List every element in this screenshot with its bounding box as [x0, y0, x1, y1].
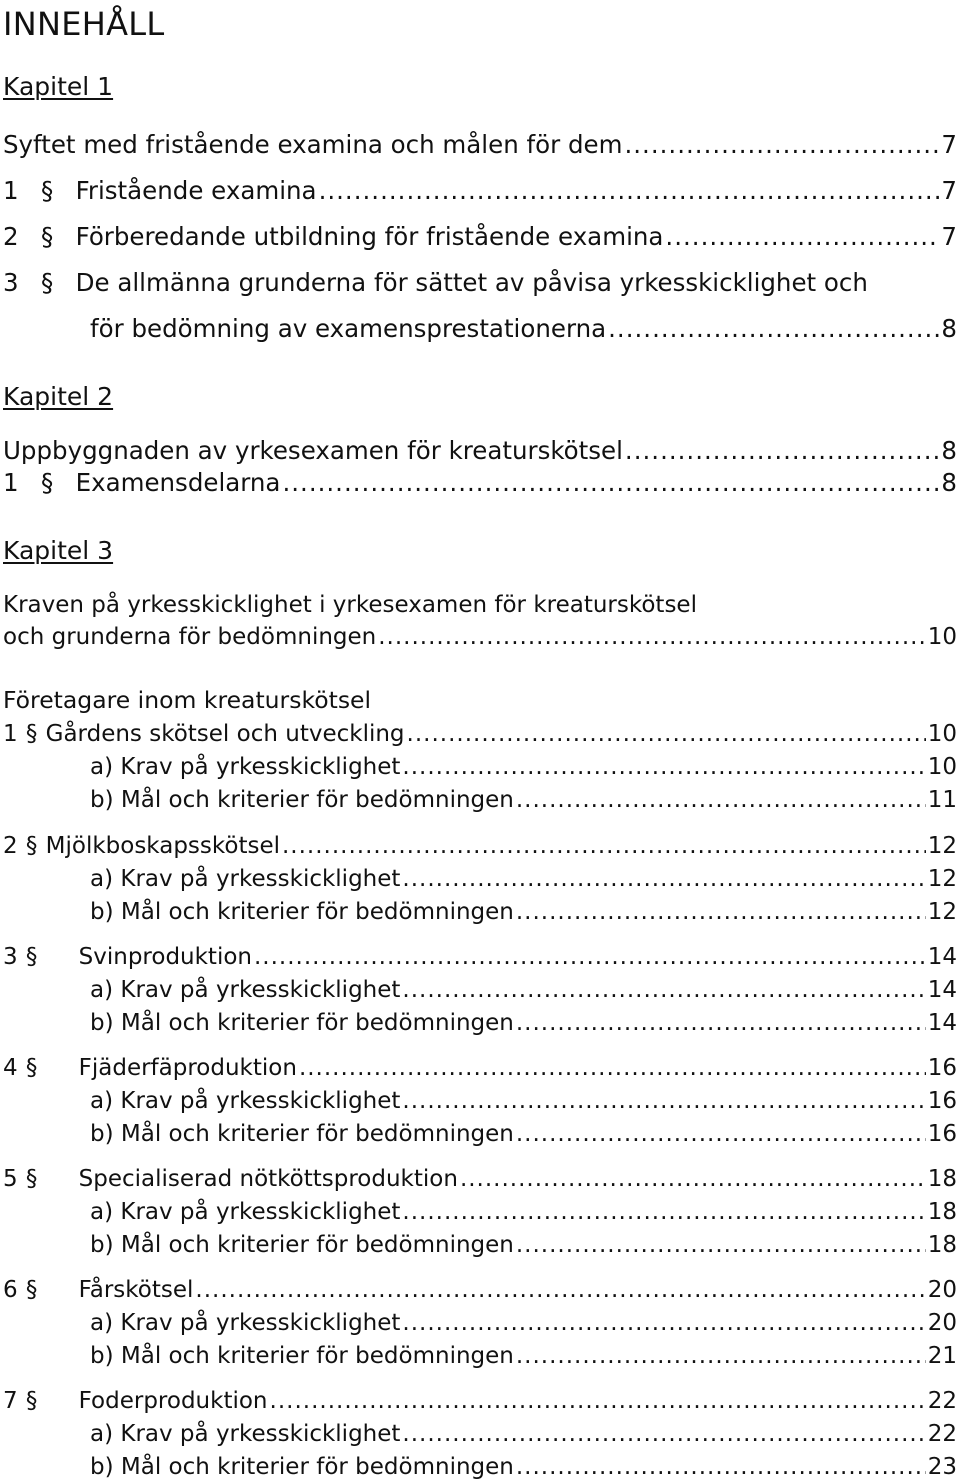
page-number: 21 [927, 1343, 957, 1369]
section-sign-icon: § [25, 1388, 38, 1414]
toc-entry-ch3-sec2-a[interactable] [90, 862, 957, 896]
toc-entry-text: Förberedande utbildning för fristående examina [75, 222, 664, 251]
toc-entry-text: Foderproduktion [78, 1388, 268, 1414]
page-number: 14 [927, 977, 957, 1003]
page-number: 7 [941, 222, 957, 251]
toc-entry-text: a) Krav på yrkesskicklighet [90, 1199, 401, 1225]
toc-entry-ch3-sec2[interactable] [3, 829, 957, 863]
dot-leader [516, 1450, 926, 1484]
dot-leader [270, 1384, 926, 1418]
page-number: 23 [927, 1454, 957, 1480]
dot-leader [282, 829, 926, 863]
page-number: 22 [927, 1421, 957, 1447]
dot-leader [516, 1006, 926, 1040]
page-number: 10 [927, 721, 957, 747]
dot-leader [402, 862, 925, 896]
page-number: 18 [927, 1166, 957, 1192]
toc-entry-text: Mjölkboskapsskötsel [45, 833, 280, 859]
toc-entry-ch3-sec6[interactable] [3, 1273, 957, 1307]
toc-entry-text: Fristående examina [75, 176, 317, 205]
toc-entry-chapter1-title[interactable] [3, 128, 957, 162]
chapter-heading-1[interactable]: Kapitel 1 [3, 72, 114, 101]
toc-entry-ch3-sec7[interactable] [3, 1384, 957, 1418]
section-sign-icon: § [25, 833, 38, 859]
toc-entry-text: a) Krav på yrkesskicklighet [90, 754, 401, 780]
dot-leader [516, 1339, 926, 1373]
page-number: 18 [927, 1232, 957, 1258]
toc-entry-text: De allmänna grunderna för sättet av påvisa yrkesskicklighet och [75, 268, 868, 297]
toc-entry-chapter3-title[interactable] [3, 620, 957, 654]
toc-entry-text: Fjäderfäproduktion [78, 1055, 297, 1081]
page-number: 14 [927, 1010, 957, 1036]
toc-entry-ch3-sec1-b[interactable] [90, 783, 957, 817]
dot-leader [516, 1228, 926, 1262]
dot-leader [378, 620, 925, 654]
chapter-heading-2[interactable]: Kapitel 2 [3, 382, 114, 411]
toc-entry-ch3-sec4-a[interactable] [90, 1084, 957, 1118]
dot-leader [516, 895, 926, 929]
section-number: 2 [3, 833, 18, 859]
page-number: 16 [927, 1088, 957, 1114]
page-number: 8 [941, 314, 957, 343]
toc-entry-text: Fårskötsel [78, 1277, 194, 1303]
toc-entry-text: b) Mål och kriterier för bedömningen [90, 787, 514, 813]
section-sign-icon: § [40, 176, 54, 205]
toc-entry-text: a) Krav på yrkesskicklighet [90, 977, 401, 1003]
toc-entry-text: b) Mål och kriterier för bedömningen [90, 1121, 514, 1147]
toc-entry-ch3-sec5-a[interactable] [90, 1195, 957, 1229]
section-number: 1 [3, 176, 19, 205]
section-number: 5 [3, 1166, 18, 1192]
dot-leader [319, 174, 940, 208]
section-sign-icon: § [25, 1277, 38, 1303]
toc-entry-text: Syftet med fristående examina och målen för dem [3, 130, 623, 159]
dot-leader [625, 434, 939, 468]
dot-leader [402, 1195, 925, 1229]
page-number: 10 [927, 754, 957, 780]
section-number: 2 [3, 222, 19, 251]
dot-leader [460, 1162, 926, 1196]
toc-entry-text: Specialiserad nötköttsproduktion [78, 1166, 458, 1192]
section-sign-icon: § [25, 1055, 38, 1081]
toc-entry-ch3-sec5[interactable] [3, 1162, 957, 1196]
toc-entry-text: Uppbyggnaden av yrkesexamen för kreaturskötsel [3, 436, 623, 465]
dot-leader [402, 1084, 925, 1118]
toc-entry-ch1-sec3-continuation[interactable] [90, 312, 957, 346]
dot-leader [665, 220, 939, 254]
page-number: 18 [927, 1199, 957, 1225]
toc-entry-ch3-sec1-a[interactable] [90, 750, 957, 784]
chapter3-title-line1: Kraven på yrkesskicklighet i yrkesexamen för kreaturskötsel [3, 592, 697, 618]
section-number: 3 [3, 944, 18, 970]
toc-entry-ch3-sec6-a[interactable] [90, 1306, 957, 1340]
toc-entry-text: Svinproduktion [78, 944, 252, 970]
section-sign-icon: § [25, 1166, 38, 1192]
page-number: 16 [927, 1055, 957, 1081]
dot-leader [516, 1117, 926, 1151]
dot-leader [624, 128, 939, 162]
toc-entry-ch3-sec7-a[interactable] [90, 1417, 957, 1451]
dot-leader [402, 973, 925, 1007]
page-number: 7 [941, 176, 957, 205]
toc-entry-ch3-sec7-b[interactable] [90, 1450, 957, 1484]
section-number: 3 [3, 268, 19, 297]
page-number: 14 [927, 944, 957, 970]
toc-entry-ch3-sec1[interactable] [3, 717, 957, 751]
toc-entry-text: a) Krav på yrkesskicklighet [90, 1088, 401, 1114]
page-number: 10 [927, 624, 957, 650]
dot-leader [254, 940, 926, 974]
section-sign-icon: § [25, 721, 38, 747]
toc-entry-text: för bedömning av examensprestationerna [90, 314, 607, 343]
page-number: 11 [927, 787, 957, 813]
dot-leader [608, 312, 939, 346]
section-number: 1 [3, 468, 19, 497]
dot-leader [299, 1051, 926, 1085]
group-heading: Företagare inom kreaturskötsel [3, 686, 372, 714]
toc-entry-text: a) Krav på yrkesskicklighet [90, 866, 401, 892]
toc-entry-text: b) Mål och kriterier för bedömningen [90, 899, 514, 925]
toc-entry-ch3-sec4[interactable] [3, 1051, 957, 1085]
toc-entry-ch2-sec1[interactable] [3, 466, 957, 500]
toc-entry-ch3-sec4-b[interactable] [90, 1117, 957, 1151]
page-number: 8 [941, 468, 957, 497]
page-number: 8 [941, 436, 957, 465]
dot-leader [402, 750, 925, 784]
chapter-heading-3[interactable]: Kapitel 3 [3, 536, 114, 565]
toc-entry-text: a) Krav på yrkesskicklighet [90, 1310, 401, 1336]
dot-leader [195, 1273, 925, 1307]
page-number: 22 [927, 1388, 957, 1414]
page-number: 20 [927, 1277, 957, 1303]
section-number: 1 [3, 721, 18, 747]
toc-entry-chapter2-title[interactable] [3, 434, 957, 468]
dot-leader [282, 466, 939, 500]
toc-entry-text: a) Krav på yrkesskicklighet [90, 1421, 401, 1447]
toc-entry-text: b) Mål och kriterier för bedömningen [90, 1454, 514, 1480]
toc-entry-text: b) Mål och kriterier för bedömningen [90, 1010, 514, 1036]
dot-leader [407, 717, 926, 751]
dot-leader [402, 1417, 925, 1451]
dot-leader [402, 1306, 925, 1340]
toc-entry-text: Examensdelarna [75, 468, 281, 497]
toc-entry-ch3-sec5-b[interactable] [90, 1228, 957, 1262]
section-sign-icon: § [40, 468, 54, 497]
page-number: 12 [927, 866, 957, 892]
toc-entry-text: Gårdens skötsel och utveckling [45, 721, 405, 747]
toc-entry-ch3-sec6-b[interactable] [90, 1339, 957, 1373]
toc-entry-text: b) Mål och kriterier för bedömningen [90, 1343, 514, 1369]
page-number: 7 [941, 130, 957, 159]
section-sign-icon: § [40, 268, 54, 297]
section-number: 6 [3, 1277, 18, 1303]
dot-leader [516, 783, 926, 817]
toc-entry-ch3-sec3-b[interactable] [90, 1006, 957, 1040]
toc-entry-ch1-sec2[interactable] [3, 220, 957, 254]
section-number: 7 [3, 1388, 18, 1414]
toc-entry-text: b) Mål och kriterier för bedömningen [90, 1232, 514, 1258]
page-number: 12 [927, 833, 957, 859]
section-number: 4 [3, 1055, 18, 1081]
toc-entry-ch3-sec2-b[interactable] [90, 895, 957, 929]
section-sign-icon: § [40, 222, 54, 251]
toc-entry-ch3-sec3[interactable] [3, 940, 957, 974]
page-number: 12 [927, 899, 957, 925]
page-number: 16 [927, 1121, 957, 1147]
toc-entry-ch1-sec3[interactable] [3, 266, 957, 300]
toc-entry-ch3-sec3-a[interactable] [90, 973, 957, 1007]
toc-entry-ch1-sec1[interactable] [3, 174, 957, 208]
page-number: 20 [927, 1310, 957, 1336]
section-sign-icon: § [25, 944, 38, 970]
toc-entry-text: och grunderna för bedömningen [3, 624, 377, 650]
page-title: INNEHÅLL [3, 5, 165, 43]
